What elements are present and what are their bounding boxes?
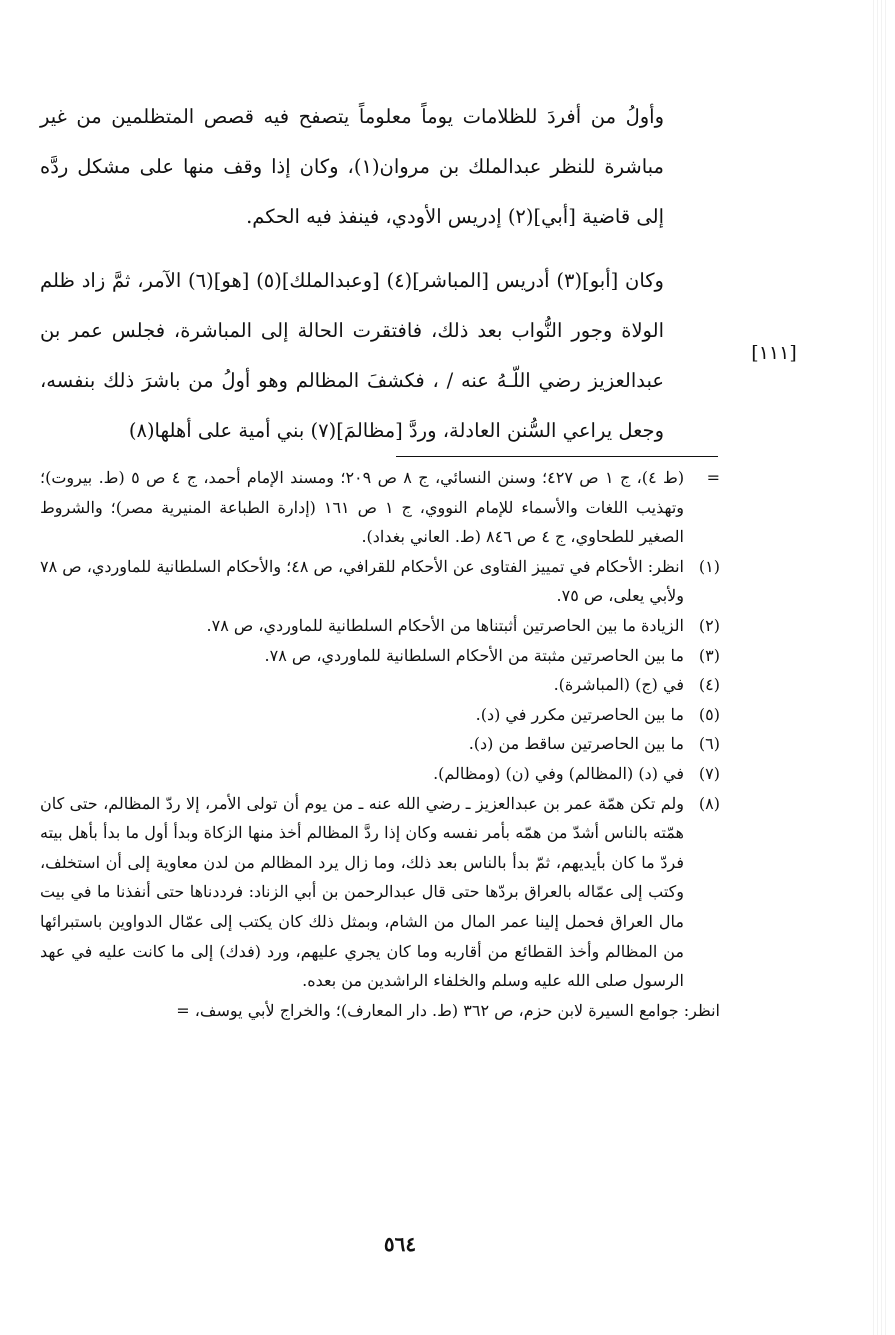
footnote-7 [40,759,720,789]
footnote-text: ما بين الحاصرتين مكرر في (د). [475,704,684,724]
footnote-text: انظر: جوامع السيرة لابن حزم، ص ٣٦٢ (ط. دار المعارف)؛ والخراج لأبي يوسف، = [176,1000,720,1020]
footnote-separator [396,456,718,457]
footnote-8 [40,789,720,996]
footnote-marker: (٢) [698,615,720,635]
footnote-marker: (٤) [698,675,720,695]
page-number: ٥٦٤ [383,1232,417,1256]
footnote-4 [40,670,720,700]
footnote-marker: (٣) [698,645,720,665]
footnote-marker: (٧) [698,763,720,783]
footnote-text: انظر: الأحكام في تمييز الفتاوى عن الأحكام للقرافي، ص ٤٨؛ والأحكام السلطانية للماوردي، ص ٧٨ ولأبي يعلى، ص ٧٥. [40,556,685,606]
footnote-marker: (٨) [698,793,720,813]
footnote-3 [40,641,720,671]
footnote-6 [40,729,720,759]
main-text [40,92,720,456]
footnote-2 [40,611,720,641]
footnote-1 [40,552,720,611]
footnote-text: (ط ٤)، ج ١ ص ٤٢٧؛ وسنن النسائي، ج ٨ ص ٢٠٩؛ ومسند الإمام أحمد، ج ٤ ص ٥ (ط. بيروت)؛ وتهذيب اللغات والأسماء للإمام النووي، ج ١ ص ١٦١ (إدارة الطباعة المنيرية مصر)؛ والشروط الصغير للطحاوي، ج ٤ ص ٨٤٦ (ط. العاني بغداد). [40,468,685,547]
footnote-marker: (٦) [698,734,720,754]
margin-folio-reference: [١١١] [751,342,797,364]
footnote-final-reference [40,996,720,1026]
footnote-text: ما بين الحاصرتين ساقط من (د). [468,734,684,754]
footnote-5 [40,700,720,730]
footnote-text: الزيادة ما بين الحاصرتين أثبتناها من الأحكام السلطانية للماوردي، ص ٧٨. [206,615,684,635]
footnote-marker: (٥) [698,704,720,724]
footnote-text: في (د) (المظالم) وفي (ن) (ومظالم). [433,763,684,783]
footnote-text: في (ج) (المباشرة). [553,675,684,695]
footnote-continuation [40,463,720,552]
footnotes [40,463,720,1025]
page-edge-shading [873,0,887,1335]
footnote-marker: = [706,468,720,487]
paragraph-1: وأولُ من أفردَ للظلامات يوماً معلوماً يتصفح فيه قصص المتظلمين من غير مباشرة للنظر عبدالملك بن مروان(١)، وكان إذا وقف منها على مشكل ردَّه إلى قاضية [أبي](٢) إدريس الأودي، فينفذ فيه الحكم. [40,105,664,228]
footnote-marker: (١) [698,556,720,576]
footnote-text: ما بين الحاصرتين مثبتة من الأحكام السلطانية للماوردي، ص ٧٨. [264,645,684,665]
paragraph-2: وكان [أبو](٣) أدريس [المباشر](٤) [وعبدالملك](٥) [هو](٦) الآمر، ثمَّ زاد ظلم الولاة وجور النُّواب بعد ذلك، فافتقرت الحالة إلى المباشرة، فجلس عمر بن عبدالعزيز رضي اللّـهُ عنه / ، فكشفَ المظالم وهو أولُ من باشرَ ذلك بنفسه، وجعل يراعي السُّنن العادلة، وردَّ [مظالمَ](٧) بني أمية على أهلها(٨) [40,269,664,442]
footnote-text: ولم تكن همّة عمر بن عبدالعزيز ـ رضي الله عنه ـ من يوم أن تولى الأمر، إلا ردّ المظالم، حتى كان همّته بالناس أشدّ من همّه بأمر نفسه وكان إذا ردَّ المظالم أخذ منها الزكاة وبدأ أول ما بدأ بأهل بيته فردّ ما كان بأيديهم، ثمّ بدأ بالناس بعد ذلك، وما زال يرد المظالم من لدن معاوية إلى أن استخلف، وكتب إلى عمّاله بالعراق بردّها حتى قال عبدالرحمن بن أبي الزناد: فرددناها حتى أنفذنا ما في بيت مال العراق فحمل إلينا عمر المال من الشام، وبمثل ذلك كان يكتب إلى عمّال الدواوين باستبرائها من المظالم وأخذ القطائع من أقاربه وما كان يجري عليهم، ورد (فدك) إلى ما كانت عليه في عهد الرسول صلى الله عليه وسلم والخلفاء الراشدين من بعده. [40,793,685,991]
